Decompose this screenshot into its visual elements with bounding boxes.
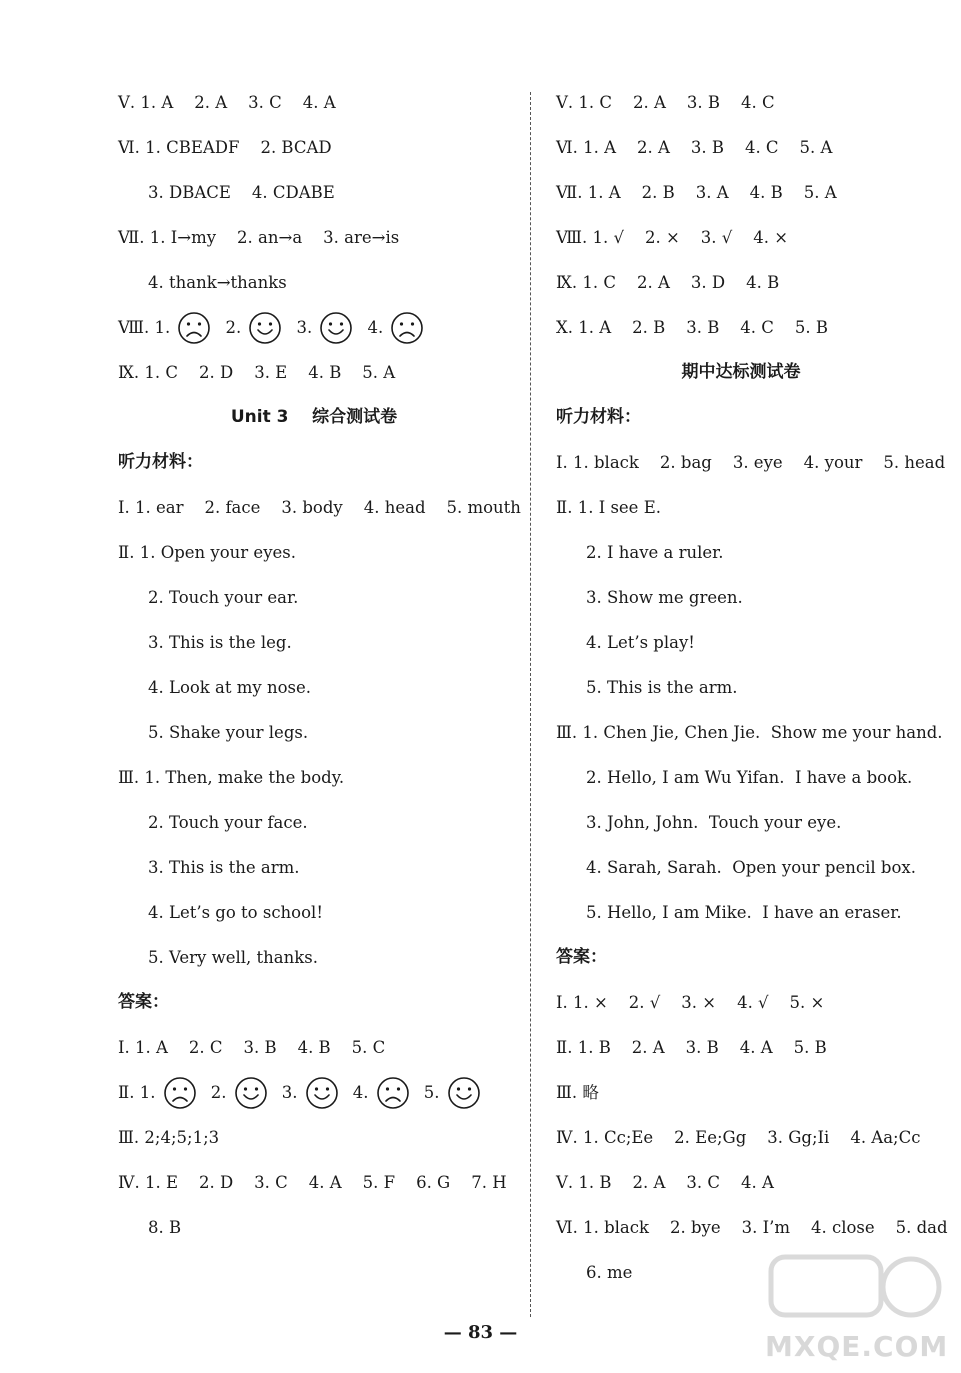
right-listening-iii-3: 3. John, John. Touch your eye.: [586, 813, 842, 832]
happy-face-icon: [305, 1076, 339, 1110]
sad-face-icon: [376, 1076, 410, 1110]
left-listening-ii-4: 4. Look at my nose.: [148, 678, 312, 697]
left-listening-iii-3: 3. This is the arm.: [148, 858, 300, 877]
page-number: — 83 —: [443, 1322, 518, 1343]
left-listening-iii-5: 5. Very well, thanks.: [148, 948, 318, 967]
right-section-vi: Ⅵ. 1. A 2. A 3. B 4. C 5. A: [556, 138, 833, 157]
face-answer-number: 5.: [423, 1083, 445, 1102]
midterm-title: 期中达标测试卷: [681, 362, 801, 382]
face-answer-number: 3.: [296, 318, 318, 337]
unit3-title: Unit 3 综合测试卷: [230, 407, 398, 427]
left-section-viii-faces: [118, 305, 510, 350]
left-section-vi-line2: 3. DBACE 4. CDABE: [148, 183, 335, 202]
happy-face-icon: [447, 1076, 481, 1110]
left-section-ix: Ⅸ. 1. C 2. D 3. E 4. B 5. A: [118, 363, 396, 382]
left-section-vii-line1: Ⅶ. 1. I→my 2. an→a 3. are→is: [118, 228, 400, 247]
right-answer-v: Ⅴ. 1. B 2. A 3. C 4. A: [556, 1173, 774, 1192]
sad-face-icon: [390, 311, 424, 345]
left-answer-iv-1: Ⅳ. 1. E 2. D 3. C 4. A 5. F 6. G 7. H: [118, 1173, 507, 1192]
left-listening-i: Ⅰ. 1. ear 2. face 3. body 4. head 5. mouth: [118, 498, 521, 517]
face-answer-number: 2.: [225, 318, 247, 337]
right-answer-iv: Ⅳ. 1. Cc;Ee 2. Ee;Gg 3. Gg;Ii 4. Aa;Cc: [556, 1128, 921, 1147]
left-answer-ii-faces: [118, 1070, 510, 1115]
left-column: [118, 80, 521, 1250]
left-listening-iii-1: Ⅲ. 1. Then, make the body.: [118, 768, 345, 787]
right-listening-iii-2: 2. Hello, I am Wu Yifan. I have a book.: [586, 768, 913, 787]
left-listening-ii-2: 2. Touch your ear.: [148, 588, 299, 607]
face-answer-number: 3.: [281, 1083, 303, 1102]
listening-label-left: 听力材料：: [118, 452, 203, 472]
watermark-text: MXQE.COM: [765, 1330, 949, 1363]
right-section-x: Ⅹ. 1. A 2. B 3. B 4. C 5. B: [556, 318, 829, 337]
face-answer-item: [154, 305, 211, 350]
left-answer-iv-2: 8. B: [148, 1218, 182, 1237]
face-answer-number: 2.: [210, 1083, 232, 1102]
left-listening-iii-2: 2. Touch your face.: [148, 813, 308, 832]
face-answer-number: 1.: [139, 1083, 161, 1102]
right-section-vii: Ⅶ. 1. A 2. B 3. A 4. B 5. A: [556, 183, 837, 202]
face-answer-item: [211, 1070, 268, 1115]
face-answer-item: [353, 1070, 410, 1115]
right-listening-ii-2: 2. I have a ruler.: [586, 543, 724, 562]
left-answer-i: Ⅰ. 1. A 2. C 3. B 4. B 5. C: [118, 1038, 386, 1057]
face-answer-item: [225, 305, 282, 350]
column-divider: [530, 92, 531, 1317]
right-answer-iii: Ⅲ. 略: [556, 1083, 599, 1102]
answer-label-right: 答案：: [556, 947, 607, 967]
face-answer-item: [296, 305, 353, 350]
left-section-vii-line2: 4. thank→thanks: [148, 273, 287, 292]
right-listening-i: Ⅰ. 1. black 2. bag 3. eye 4. your 5. head: [556, 453, 946, 472]
left-listening-ii-3: 3. This is the leg.: [148, 633, 292, 652]
face-answer-number: 4.: [352, 1083, 374, 1102]
left-listening-ii-5: 5. Shake your legs.: [148, 723, 309, 742]
right-listening-iii-4: 4. Sarah, Sarah. Open your pencil box.: [586, 858, 916, 877]
happy-face-icon: [234, 1076, 268, 1110]
left-listening-ii-1: Ⅱ. 1. Open your eyes.: [118, 543, 296, 562]
right-listening-iii-1: Ⅲ. 1. Chen Jie, Chen Jie. Show me your hand.: [556, 723, 943, 742]
happy-face-icon: [319, 311, 353, 345]
right-column: [556, 80, 948, 1295]
section-prefix: Ⅷ.: [118, 318, 155, 337]
right-section-ix: Ⅸ. 1. C 2. A 3. D 4. B: [556, 273, 780, 292]
right-answer-vi-2: 6. me: [586, 1263, 633, 1282]
face-answer-item: [282, 1070, 339, 1115]
left-section-v: Ⅴ. 1. A 2. A 3. C 4. A: [118, 93, 336, 112]
right-section-v: Ⅴ. 1. C 2. A 3. B 4. C: [556, 93, 775, 112]
left-section-vi-line1: Ⅵ. 1. CBEADF 2. BCAD: [118, 138, 332, 157]
right-answer-ii: Ⅱ. 1. B 2. A 3. B 4. A 5. B: [556, 1038, 827, 1057]
face-answer-number: 1.: [154, 318, 176, 337]
answer-label-left: 答案：: [118, 992, 169, 1012]
face-answer-item: [367, 305, 424, 350]
sad-face-icon: [163, 1076, 197, 1110]
sad-face-icon: [177, 311, 211, 345]
happy-face-icon: [248, 311, 282, 345]
right-listening-ii-5: 5. This is the arm.: [586, 678, 738, 697]
left-listening-iii-4: 4. Let’s go to school!: [148, 903, 323, 922]
section-prefix: Ⅱ.: [118, 1083, 140, 1102]
right-listening-ii-3: 3. Show me green.: [586, 588, 743, 607]
face-answer-item: [140, 1070, 197, 1115]
listening-label-right: 听力材料：: [556, 407, 641, 427]
watermark-logo: [765, 1247, 947, 1363]
face-answer-item: [424, 1070, 481, 1115]
right-section-viii: Ⅷ. 1. √ 2. × 3. √ 4. ×: [556, 228, 789, 247]
right-answer-i: Ⅰ. 1. × 2. √ 3. × 4. √ 5. ×: [556, 993, 825, 1012]
right-listening-ii-4: 4. Let’s play!: [586, 633, 695, 652]
right-answer-vi-1: Ⅵ. 1. black 2. bye 3. I’m 4. close 5. dad: [556, 1218, 948, 1237]
watermark-badge-icon: [765, 1247, 947, 1327]
face-answer-number: 4.: [367, 318, 389, 337]
left-answer-iii: Ⅲ. 2;4;5;1;3: [118, 1128, 220, 1147]
right-listening-ii-1: Ⅱ. 1. I see E.: [556, 498, 661, 517]
right-listening-iii-5: 5. Hello, I am Mike. I have an eraser.: [586, 903, 902, 922]
